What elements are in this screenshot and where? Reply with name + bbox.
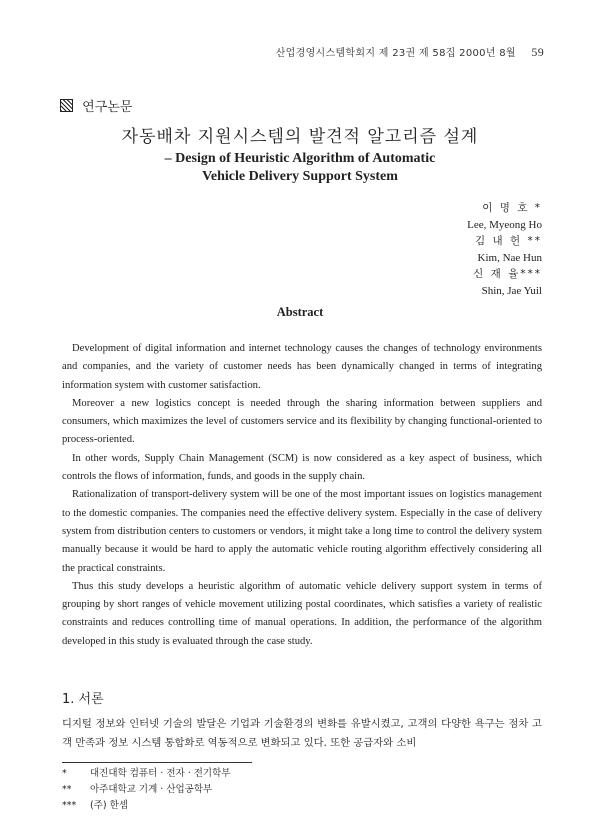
footnote-text: (주) 한셈 <box>90 800 128 811</box>
footnote-mark: * <box>62 768 67 779</box>
footnote-mark: *** <box>62 800 77 811</box>
section-heading-introduction: 1. 서론 <box>62 692 104 707</box>
footnote-text: 아주대학교 기계 · 산업공학부 <box>90 784 213 795</box>
abstract-body <box>62 340 542 651</box>
footnote <box>62 798 230 814</box>
title-english-line-1: – Design of Heuristic Algorithm of Automatic <box>164 151 436 166</box>
author-name-english: Kim, Nae Hun <box>477 251 542 264</box>
footnote-divider <box>62 762 252 763</box>
title-english-line-2: Vehicle Delivery Support System <box>202 169 398 184</box>
author-name-korean: 신 재 율*** <box>473 268 542 280</box>
page-number: 59 <box>531 45 544 59</box>
author-name-korean: 김 내 헌 ** <box>475 235 542 247</box>
section-label <box>60 96 132 115</box>
author-name-english: Shin, Jae Yuil <box>481 284 542 297</box>
footnote-text: 대진대학 컴퓨터 · 전자 · 전기학부 <box>90 768 231 779</box>
journal-citation: 산업경영시스템학회지 제 23권 제 58집 2000년 8월 <box>275 48 516 59</box>
footnote <box>62 766 230 782</box>
abstract-paragraph: Thus this study develops a heuristic algorithm of automatic vehicle delivery support system in terms of grouping by short ranges of vehicle movement utilizing postal coordinates, which satisfies a variety of realistic constraints and reduces controlling time of manual operations. In addition, the performance of the algorithm developed in this study is evaluated through the case study. <box>62 580 542 647</box>
title-korean: 자동배차 지원시스템의 발견적 알고리즘 설계 <box>121 127 479 147</box>
abstract-heading: Abstract <box>276 305 324 319</box>
hatched-box-icon <box>60 99 73 112</box>
footnotes <box>62 766 230 814</box>
abstract-paragraph: Rationalization of transport-delivery system will be one of the most important issues on logistics management to the domestic companies. The companies need the effective delivery system. Especially in the case of delivery system from distribution centers to customers or vendors, it might take a long time to control the delivery system manually because it would be hard to apply the automatic vehicle routing algorithm effectively considering all the practical constraints. <box>62 489 542 574</box>
abstract-paragraph: Development of digital information and internet technology causes the changes of technology environments and companies, and the variety of customer needs has been dynamically changed in terms of integrating information system with customer satisfaction. <box>62 343 542 391</box>
body-text: 디지털 정보와 인터넷 기술의 발달은 기업과 기술환경의 변화를 유발시켰고, 고객의 다양한 욕구는 점차 고객 만족과 정보 시스템 통합화로 역동적으로 변화되고 있다. 또한 공급자와 소비 <box>62 718 542 749</box>
author-list <box>467 200 542 299</box>
section-label-text: 연구논문 <box>82 100 133 115</box>
author-name-korean: 이 명 호 * <box>482 202 542 214</box>
footnote <box>62 782 230 798</box>
author-name-english: Lee, Myeong Ho <box>467 218 542 231</box>
title-english <box>0 150 600 186</box>
footnote-mark: ** <box>62 784 72 795</box>
running-header <box>276 44 544 60</box>
abstract-paragraph: In other words, Supply Chain Management (SCM) is now considered as a key aspect of business, which controls the flows of information, funds, and goods in the supply chain. <box>62 452 542 483</box>
abstract-paragraph: Moreover a new logistics concept is needed through the sharing information between suppliers and consumers, which maximizes the level of customers service and its flexibility by changing functional-oriented to process-oriented. <box>62 397 542 446</box>
